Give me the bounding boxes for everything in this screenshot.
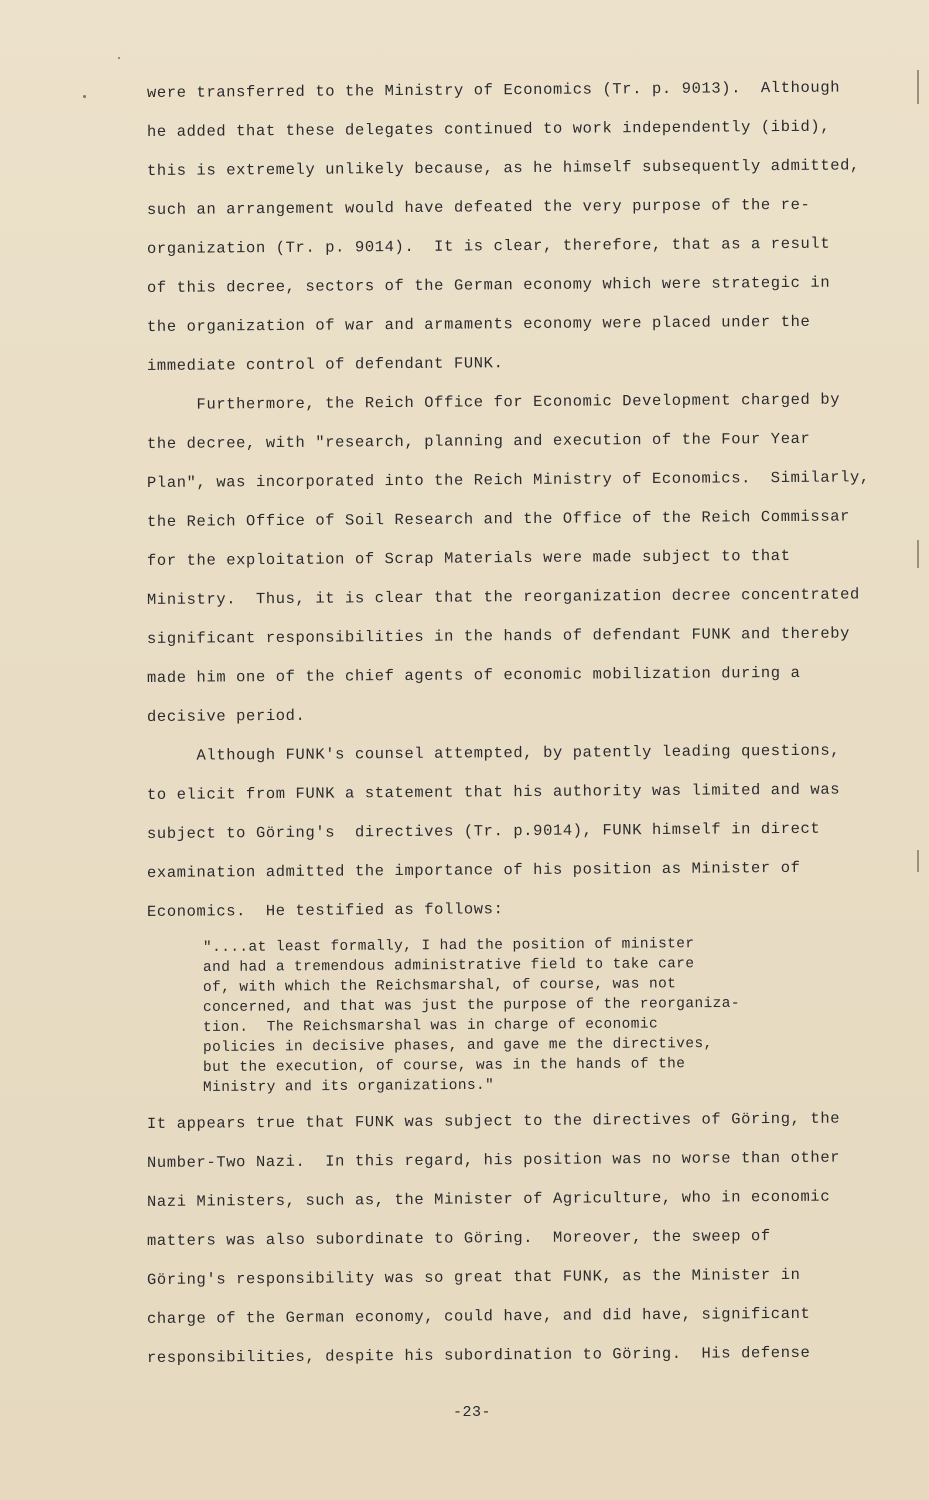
text-line: Although FUNK's counsel attempted, by patently leading questions, (146, 741, 841, 765)
text-line: immediate control of defendant FUNK. (146, 354, 504, 375)
text-line: charge of the German economy, could have, and did have, significant (146, 1304, 811, 1328)
text-line: this is extremely unlikely because, as he himself subsequently admitted, (146, 156, 860, 180)
scan-edge-mark (917, 540, 919, 568)
text-line: Ministry. Thus, it is clear that the reorganization decree concentrated (146, 585, 860, 609)
text-line: Plan", was incorporated into the Reich Ministry of Economics. Similarly, (146, 468, 870, 492)
text-line: such an arrangement would have defeated the very purpose of the re- (146, 195, 811, 219)
text-line: he added that these delegates continued to work independently (ibid), (146, 117, 831, 141)
text-line: organization (Tr. p. 9014). It is clear, therefore, that as a result (146, 234, 831, 258)
text-line: made him one of the chief agents of economic mobilization during a (146, 663, 801, 687)
quote-line: tion. The Reichsmarshal was in charge of economic (202, 1016, 659, 1036)
quote-line: "....at least formally, I had the position of minister (202, 936, 695, 956)
text-line: subject to Göring's directives (Tr. p.9014), FUNK himself in direct (146, 819, 821, 843)
quote-line: but the execution, of course, was in the hands of the (202, 1056, 686, 1076)
text-line: It appears true that FUNK was subject to the directives of Göring, the (146, 1109, 841, 1133)
quote-line: of, with which the Reichsmarshal, of course, was not (202, 976, 677, 996)
scan-edge-mark (917, 70, 919, 104)
text-line: significant responsibilities in the hands of defendant FUNK and thereby (146, 624, 851, 648)
text-line: of this decree, sectors of the German economy which were strategic in (146, 273, 831, 297)
text-line: to elicit from FUNK a statement that his authority was limited and was (146, 780, 841, 804)
text-line: examination admitted the importance of his position as Minister of (146, 858, 801, 882)
text-line: Number-Two Nazi. In this regard, his position was no worse than other (146, 1148, 841, 1172)
quote-line: Ministry and its organizations." (202, 1077, 495, 1096)
text-line: were transferred to the Ministry of Economics (Tr. p. 9013). Although (146, 78, 841, 102)
text-line: Economics. He testified as follows: (146, 900, 504, 921)
page-number: -23- (453, 1404, 492, 1421)
quote-line: concerned, and that was just the purpose of the reorganiza- (202, 995, 741, 1016)
quote-line: policies in decisive phases, and gave me the directives, (202, 1035, 713, 1056)
text-line: the decree, with "research, planning and execution of the Four Year (146, 429, 811, 453)
text-line: Furthermore, the Reich Office for Economic Development charged by (146, 390, 841, 414)
scan-edge-mark (917, 850, 919, 872)
text-line: the organization of war and armaments economy were placed under the (146, 312, 811, 336)
text-line: decisive period. (146, 706, 306, 726)
text-line: responsibilities, despite his subordination to Göring. His defense (146, 1343, 811, 1367)
text-line: Göring's responsibility was so great that FUNK, as the Minister in (146, 1265, 801, 1289)
quote-line: and had a tremendous administrative field to take care (202, 956, 695, 976)
text-line: Nazi Ministers, such as, the Minister of Agriculture, who in economic (146, 1187, 831, 1211)
scan-speck (83, 95, 86, 98)
scan-speck (118, 57, 120, 59)
text-line: the Reich Office of Soil Research and the Office of the Reich Commissar (146, 507, 851, 531)
text-line: for the exploitation of Scrap Materials were made subject to that (146, 546, 791, 570)
text-line: matters was also subordinate to Göring. Moreover, the sweep of (146, 1227, 771, 1250)
